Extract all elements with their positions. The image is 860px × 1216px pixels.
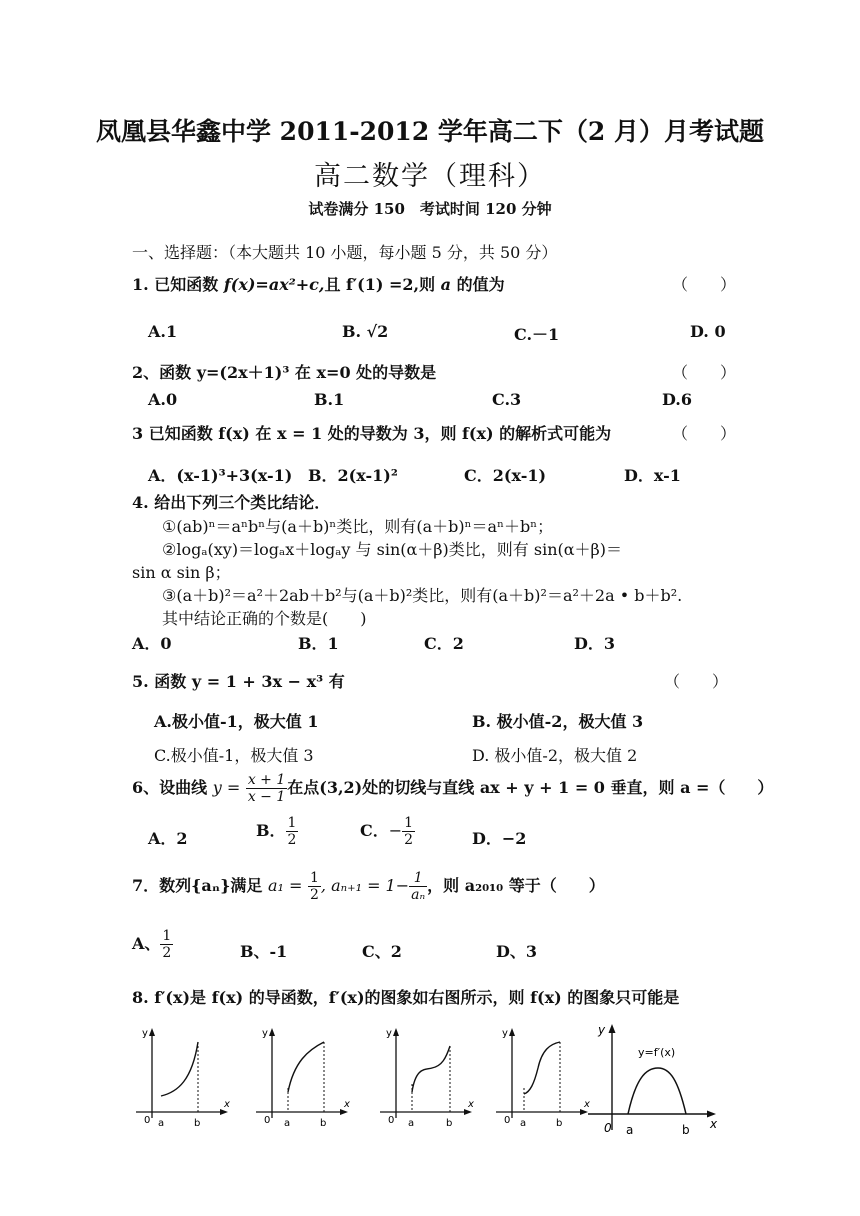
- b-label: b: [194, 1118, 201, 1129]
- q1-option-d: D. 0: [690, 322, 726, 341]
- origin-label: 0: [504, 1115, 511, 1126]
- y-arrow-icon: [509, 1028, 515, 1036]
- q5-option-b: B. 极小值-2，极大值 3: [472, 712, 644, 731]
- y-arrow-icon: [609, 1024, 616, 1033]
- q7-option-a-fraction: [160, 928, 173, 961]
- q5-option-d: D. 极小值-2，极大值 2: [472, 746, 638, 765]
- curve-b: [288, 1042, 324, 1092]
- q8-graph-d: [486, 1022, 596, 1132]
- y-label: y: [502, 1028, 508, 1039]
- q8-graph-a: [126, 1022, 236, 1132]
- q2-option-d: D.6: [662, 390, 693, 409]
- question-8-stem: 8. f′(x)是 f(x) 的导函数，f′(x)的图象如右图所示，则 f(x) 的图象只可能是: [132, 988, 680, 1007]
- q6-option-b-numerator: 1: [287, 815, 297, 831]
- q6-fraction-denominator: x − 1: [247, 789, 286, 805]
- q6-option-c-denominator: 2: [404, 832, 414, 848]
- question-3-stem: 3 已知函数 f(x) 在 x = 1 处的导数为 3，则 f(x) 的解析式可能为: [132, 424, 612, 443]
- q6-fraction: [246, 772, 287, 805]
- curve-d: [524, 1042, 560, 1094]
- q4-option-b: B．1: [298, 634, 339, 653]
- q6-option-d: D．−2: [472, 829, 527, 848]
- b-label: b: [446, 1118, 453, 1129]
- q7-option-d: D、3: [496, 942, 538, 961]
- q6-option-c-fraction: [402, 815, 415, 848]
- q6-fraction-numerator: x + 1: [247, 772, 286, 788]
- a-label: a: [284, 1118, 291, 1129]
- q1-func: f(x)=ax²+c,: [223, 275, 325, 294]
- y-label: y: [598, 1023, 606, 1037]
- q7-a1-denominator: 2: [310, 887, 319, 903]
- origin-label: 0: [604, 1121, 612, 1135]
- a-label: a: [626, 1123, 634, 1137]
- fprime-label: y=f′(x): [638, 1046, 676, 1059]
- q2-option-b: B.1: [314, 390, 345, 409]
- question-4-stem: 4. 给出下列三个类比结论．: [132, 493, 331, 512]
- q8-graph-b: [246, 1022, 356, 1132]
- q1-option-b: B. √2: [342, 322, 389, 341]
- q4-conclusion-2b: sin α sin β；: [132, 563, 231, 582]
- q5-option-c: C.极小值-1，极大值 3: [154, 746, 314, 765]
- x-label: x: [584, 1099, 590, 1110]
- q6-option-c-label: C．: [360, 821, 389, 840]
- q7-a1: a₁ =: [267, 876, 303, 895]
- q6-tail: 在点(3,2)处的切线与直线 ax + y + 1 = 0 垂直，则 a =（ ）: [287, 778, 774, 797]
- q3-option-c: C．2(x-1): [464, 466, 547, 485]
- y-arrow-icon: [393, 1028, 399, 1036]
- fprime-curve: [628, 1068, 686, 1114]
- q7-a1-numerator: 1: [310, 870, 319, 886]
- x-label: x: [468, 1099, 474, 1110]
- y-label: y: [142, 1028, 148, 1039]
- x-label: x: [224, 1099, 230, 1110]
- question-5-stem: 5. 函数 y = 1 + 3x − x³ 有: [132, 672, 345, 691]
- q6-option-b-fraction: [286, 815, 299, 848]
- y-label: y: [262, 1028, 268, 1039]
- origin-label: 0: [264, 1115, 271, 1126]
- b-label: b: [682, 1123, 690, 1137]
- question-6-stem: [132, 772, 773, 805]
- q8-graph-c: [370, 1022, 480, 1132]
- q7-recurrence: , aₙ₊₁ = 1−: [320, 876, 410, 895]
- q6-y: y =: [212, 778, 241, 797]
- q3-option-a: A．(x-1)³+3(x-1): [148, 466, 293, 485]
- q6-prefix: 6、设曲线: [132, 778, 208, 797]
- curve-a: [161, 1042, 198, 1096]
- x-label: x: [344, 1099, 350, 1110]
- q7-recurrence-denominator: aₙ: [411, 887, 426, 903]
- q1-tail: 的值为: [451, 275, 505, 294]
- q8-reference-graph: [584, 1018, 724, 1142]
- q6-option-c-numerator: 1: [404, 815, 414, 831]
- q1-a: a: [440, 275, 452, 294]
- q5-option-a: A.极小值-1，极大值 1: [154, 712, 319, 731]
- q4-option-d: D．3: [574, 634, 616, 653]
- q4-conclusion-2a: ②logₐ(xy)＝logₐx＋logₐy 与 sin(α＋β)类比，则有 sin(α＋β)＝: [162, 540, 623, 559]
- origin-label: 0: [388, 1115, 395, 1126]
- q3-option-d: D．x-1: [624, 466, 681, 485]
- q4-option-a: A．0: [132, 634, 172, 653]
- q1-option-a: A.1: [148, 322, 178, 341]
- q7-option-a-denominator: 2: [162, 945, 172, 961]
- q6-option-b: [256, 815, 298, 848]
- q7-tail: ，则 a₂₀₁₀ 等于（ ）: [427, 876, 605, 895]
- q2-option-c: C.3: [492, 390, 522, 409]
- q1-option-c: C.－1: [514, 325, 560, 344]
- question-2-stem: 2、函数 y=(2x＋1)³ 在 x=0 处的导数是: [132, 363, 437, 382]
- q6-option-c-minus: −: [388, 821, 403, 840]
- a-label: a: [158, 1118, 165, 1129]
- q7-option-a-numerator: 1: [162, 928, 172, 944]
- section-heading: 一、选择题：（本大题共 10 小题，每小题 5 分，共 50 分）: [132, 243, 558, 262]
- q6-option-c: [360, 815, 415, 848]
- q7-option-a-label: A、: [132, 934, 161, 953]
- exam-info: 试卷满分 150 考试时间 120 分钟: [308, 200, 552, 218]
- q2-answer-paren: （ ）: [672, 363, 737, 382]
- q7-recurrence-fraction: [409, 870, 427, 903]
- q4-conclusion-3: ③(a＋b)²＝a²＋2ab＋b²与(a＋b)²类比，则有(a＋b)²＝a²＋2a • b＋b².: [162, 586, 683, 605]
- y-arrow-icon: [149, 1028, 155, 1036]
- exam-subtitle: 高二数学（理科）: [314, 161, 546, 192]
- b-label: b: [556, 1118, 563, 1129]
- q6-option-a: A．2: [148, 829, 188, 848]
- q7-prefix: 7．数列{aₙ}满足: [132, 876, 263, 895]
- q4-conclusion-1: ①(ab)ⁿ＝aⁿbⁿ与(a＋b)ⁿ类比，则有(a＋b)ⁿ＝aⁿ＋bⁿ；: [162, 517, 554, 536]
- q6-option-b-denominator: 2: [287, 832, 297, 848]
- q6-option-b-label: B．: [256, 821, 286, 840]
- q1-answer-paren: （ ）: [672, 275, 737, 294]
- q5-answer-paren: （ ）: [664, 672, 729, 691]
- q1-mid: 且 f′(1) =2,则: [324, 275, 441, 294]
- exam-title: 凤凰县华鑫中学 2011-2012 学年高二下（2 月）月考试题: [95, 117, 765, 146]
- x-label: x: [710, 1117, 718, 1131]
- curve-c: [412, 1046, 450, 1092]
- origin-label: 0: [144, 1115, 151, 1126]
- q4-ask: 其中结论正确的个数是( ): [162, 609, 367, 628]
- y-arrow-icon: [269, 1028, 275, 1036]
- question-1-stem: [132, 272, 505, 295]
- q3-option-b: B．2(x-1)²: [308, 466, 398, 485]
- q4-option-c: C．2: [424, 634, 464, 653]
- q7-a1-fraction: [308, 870, 321, 903]
- q7-option-b: B、-1: [240, 942, 288, 961]
- y-label: y: [386, 1028, 392, 1039]
- q1-prefix: 1. 已知函数: [132, 275, 224, 294]
- q7-option-a: [132, 928, 173, 961]
- q7-option-c: C、2: [362, 942, 402, 961]
- q3-answer-paren: （ ）: [672, 424, 737, 443]
- b-label: b: [320, 1118, 327, 1129]
- question-7-stem: [132, 870, 605, 903]
- a-label: a: [520, 1118, 527, 1129]
- q7-recurrence-numerator: 1: [409, 870, 427, 887]
- q2-option-a: A.0: [148, 390, 178, 409]
- a-label: a: [408, 1118, 415, 1129]
